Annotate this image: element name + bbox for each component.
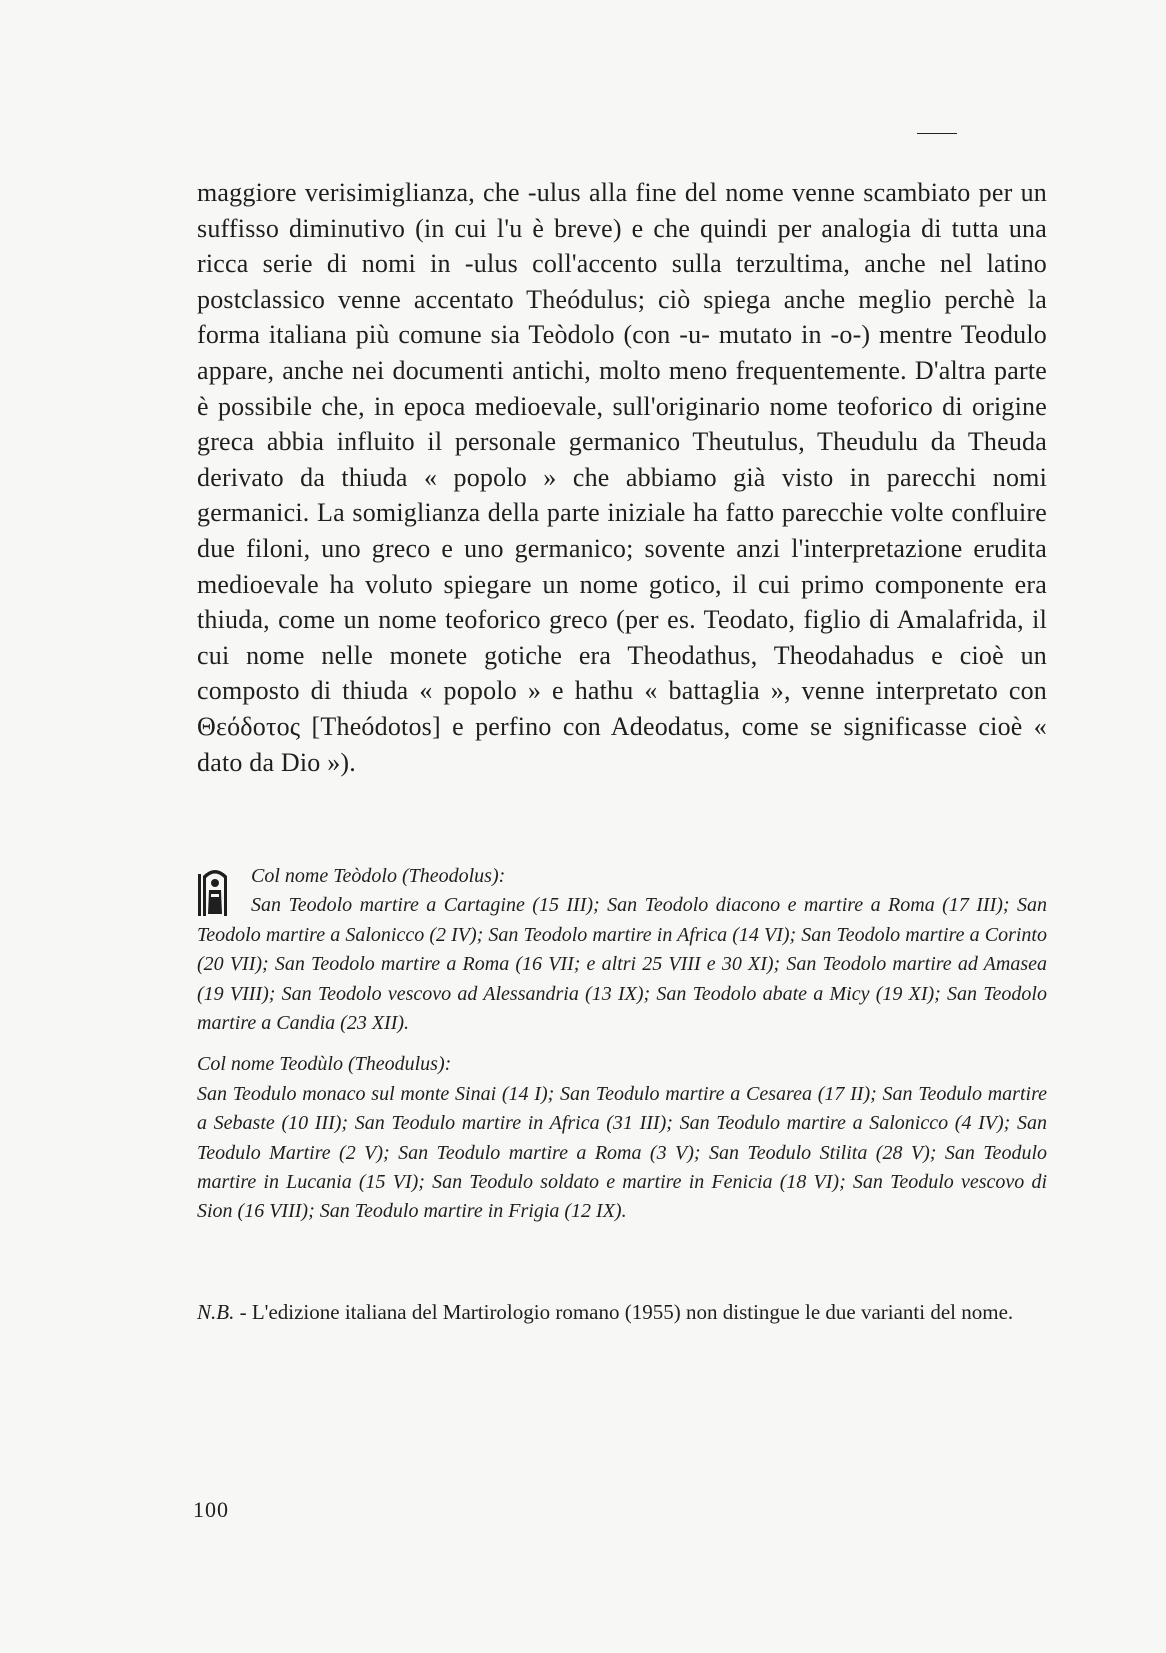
teodulo-heading: Col nome Teodùlo (Theodulus): bbox=[197, 1053, 452, 1076]
main-paragraph: maggiore verisimiglianza, che -ulus alla fine del nome venne scambiato per un suffisso diminutivo (in cui l'u è breve) e che quindi per analogia di tutta una ricca serie di nomi in -ulus coll'accento sulla terzultima, anche nel latino postclassico venne accentato Theódulus; ciò spiega anche meglio perchè la forma italiana più comune sia Teòdolo (con -u- mutato in -o-) mentre Teodulo appare, anche nei documenti antichi, molto meno frequentemente. D'altra parte è possibile che, in epoca medioevale, sull'originario nome teoforico di origine greca abbia influito il personale germanico Theutulus, Theudulu da Theuda derivato da thiuda « popolo » che abbiamo già visto in parecchi nomi germanici. La somiglianza della parte iniziale ha fatto parecchie volte confluire due filoni, uno greco e uno germanico; sovente anzi l'interpretazione erudita medioevale ha voluto spiegare un nome gotico, il cui primo componente era thiuda, come un nome teoforico greco (per es. Teodato, figlio di Amalafrida, il cui nome nelle monete gotiche era Theodathus, Theodahadus e cioè un composto di thiuda « popolo » e hathu « battaglia », venne interpretato con Θεόδοτος [Theódotos] e perfino con Adeodatus, come se significasse cioè « dato da Dio »). bbox=[197, 178, 1047, 777]
page-number: 100 bbox=[193, 1497, 229, 1522]
nb-text: - L'edizione italiana del Martirologio romano (1955) non distingue le due varianti del nome. bbox=[234, 1300, 1014, 1324]
teodolo-section bbox=[197, 862, 1047, 1038]
nota-bene bbox=[197, 1297, 1047, 1327]
top-rule bbox=[917, 133, 957, 134]
teodolo-entries bbox=[197, 891, 1047, 1038]
teodulo-entries: San Teodulo monaco sul monte Sinai (14 I); San Teodulo martire a Cesarea (17 II); San Teodulo martire a Sebaste (10 III); San Teodulo martire in Africa (31 III); San Teodulo martire a Salonicco (4 IV); San Teodulo Martire (2 V); San Teodulo martire a Roma (3 V); San Teodulo Stilita (28 V); San Teodulo martire in Lucania (15 VI); San Teodulo soldato e martire in Fenicia (18 VI); San Teodulo vescovo di Sion (16 VIII); San Teodulo martire in Frigia (12 IX). bbox=[197, 1082, 1047, 1223]
nb-label: N.B. bbox=[197, 1300, 235, 1324]
saints-list bbox=[197, 862, 1047, 1227]
teodolo-text: San Teodolo martire a Cartagine (15 III); San Teodolo diacono e martire a Roma (17 III); San Teodolo martire a Salonicco (2 IV); San Teodolo martire in Africa (14 VI); San Teodolo martire a Corinto (20 VII); San Teodolo martire a Roma (16 VII; e altri 25 VIII e 30 XI); San Teodolo martire ad Amasea (19 VIII); San Teodolo vescovo ad Alessandria (13 IX); San Teodolo abate a Micy (19 XI); San Teodolo martire a Candia (23 XII). bbox=[197, 894, 1047, 1035]
main-text bbox=[197, 175, 1047, 780]
teodulo-section bbox=[197, 1050, 1047, 1226]
teodolo-heading: Col nome Teòdolo (Theodolus): bbox=[251, 865, 506, 887]
